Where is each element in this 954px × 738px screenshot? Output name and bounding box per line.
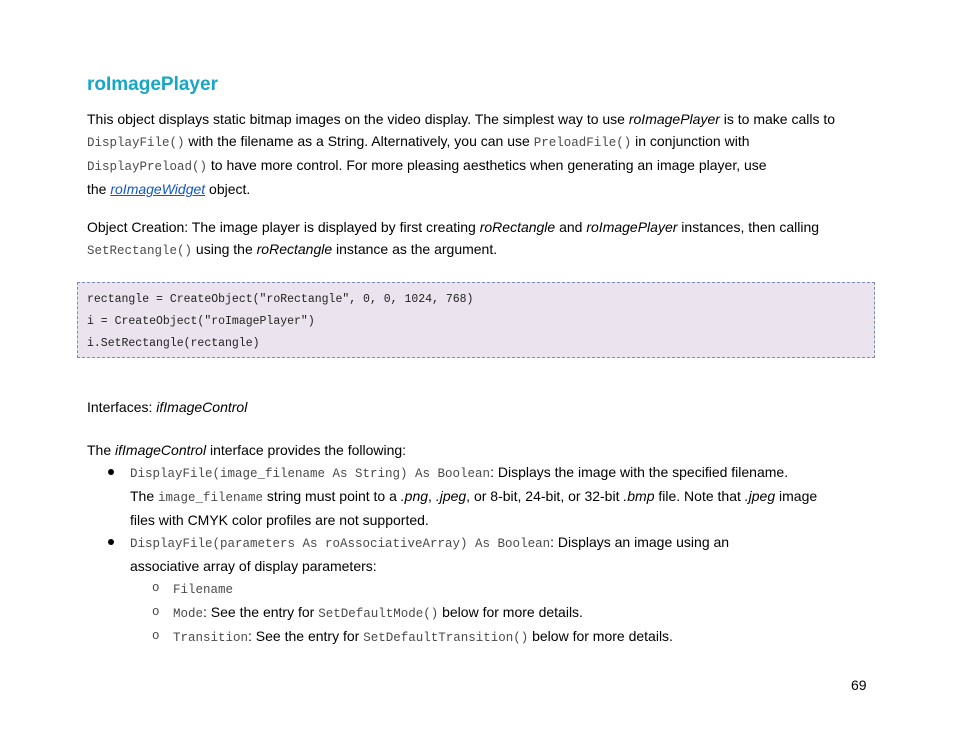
roimagewidget-link[interactable]: roImageWidget — [110, 181, 206, 197]
page-number: 69 — [851, 677, 867, 693]
parameter-name: Mode — [173, 607, 204, 621]
section-heading: roImagePlayer — [87, 74, 218, 95]
list-item: DisplayFile(parameters As roAssociativeArray) As Boolean: Displays an image using an associative array of display parameters: o Filename o Mode: See the entry for SetDefaultMode() below for more details. o Transition: See the entry for SetDefaultTransition() below for more details. — [87, 531, 877, 649]
bullet-icon — [108, 539, 114, 545]
inline-code: image_filename — [158, 491, 264, 505]
inline-code: SetDefaultTransition() — [363, 631, 529, 645]
sub-list-item: o Mode: See the entry for SetDefaultMode() below for more details. — [87, 601, 877, 625]
bullet-icon — [108, 469, 114, 475]
sub-bullet-icon: o — [152, 605, 160, 619]
provides-line: The ifImageControl interface provides the following: — [87, 442, 407, 458]
interfaces-line: Interfaces: ifImageControl — [87, 399, 248, 415]
inline-code: DisplayFile() — [87, 136, 185, 150]
object-creation-paragraph: Object Creation: The image player is displayed by first creating roRectangle and roImagePlayer instances, then calling SetRectangle() using the roRectangle instance as the argument. — [87, 219, 820, 258]
inline-code: PreloadFile() — [533, 136, 632, 150]
parameter-name: Transition — [173, 631, 249, 645]
method-list — [87, 461, 877, 649]
code-line: i.SetRectangle(rectangle) — [87, 337, 260, 350]
sub-bullet-icon: o — [152, 581, 160, 595]
inline-code: SetDefaultMode() — [318, 607, 439, 621]
parameter-list — [87, 577, 877, 649]
code-line: i = CreateObject("roImagePlayer") — [87, 315, 315, 328]
list-item: DisplayFile(image_filename As String) As Boolean: Displays the image with the specified filename. The image_filename string must point to a .png, .jpeg, or 8-bit, 24-bit, or 32-bit .bmp file. Note that .jpeg image files with CMYK color profiles are not supported. — [87, 461, 877, 531]
code-block — [77, 282, 875, 358]
parameter-name: Filename — [173, 583, 234, 597]
method-signature: DisplayFile(image_filename As String) As Boolean — [130, 467, 491, 481]
sub-bullet-icon: o — [152, 629, 160, 643]
sub-list-item — [87, 577, 877, 601]
method-signature: DisplayFile(parameters As roAssociativeArray) As Boolean — [130, 537, 551, 551]
sub-list-item: o Transition: See the entry for SetDefaultTransition() below for more details. — [87, 625, 877, 649]
inline-code: DisplayPreload() — [87, 160, 208, 174]
intro-paragraph: This object displays static bitmap images on the video display. The simplest way to use roImagePlayer is to make calls to DisplayFile() with the filename as a String. Alternatively, you can use PreloadFile() in conjunction with DisplayPreload() to have more control. For more pleasing aesthetics when generating an image player, use the roImageWidget object. — [87, 111, 836, 197]
code-line: rectangle = CreateObject("roRectangle", 0, 0, 1024, 768) — [87, 293, 474, 306]
inline-code: SetRectangle() — [87, 244, 193, 258]
